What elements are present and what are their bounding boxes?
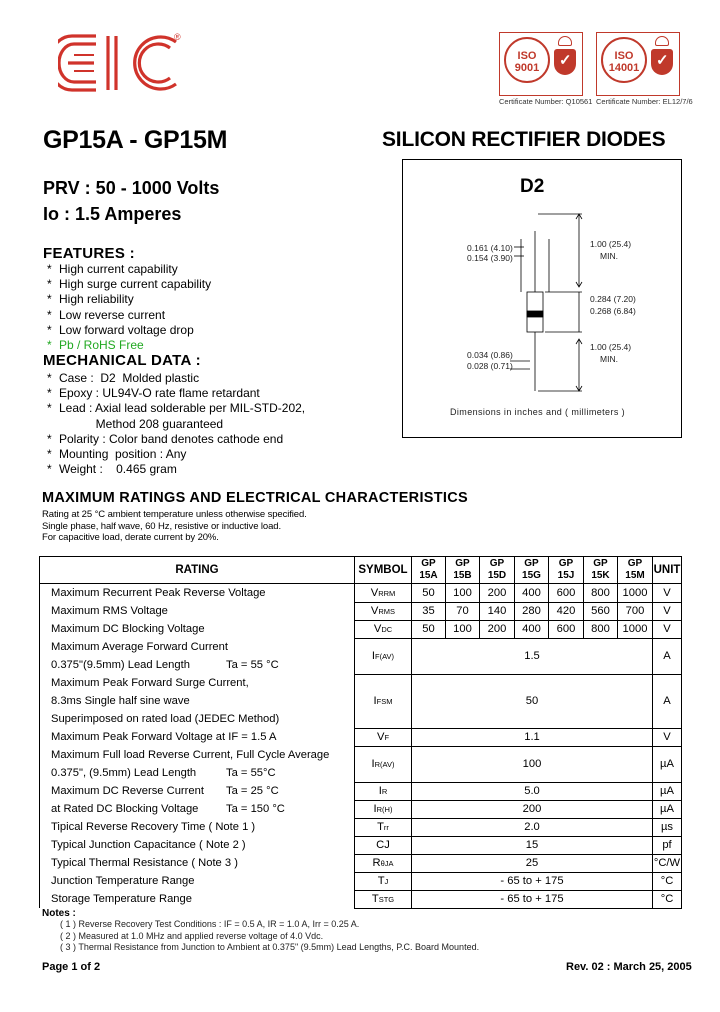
value-cell: 35: [412, 602, 446, 620]
dim-top-lead: 1.00 (25.4): [590, 239, 632, 249]
symbol-cell: VRRM: [355, 584, 412, 603]
symbol-cell: IF(AV): [355, 638, 412, 674]
package-name: D2: [520, 176, 545, 197]
unit-cell: V: [653, 584, 682, 603]
value-cell: 200: [480, 584, 515, 603]
value-cell: 100: [446, 620, 480, 638]
dim-body-max: 0.284 (7.20): [590, 294, 636, 304]
dim-top-lead-min: MIN.: [600, 251, 618, 261]
unit-cell: V: [653, 602, 682, 620]
value-cell: 600: [549, 584, 584, 603]
ratings-notes: [42, 509, 307, 544]
col-part: GP 15J: [549, 557, 584, 584]
crown-icon: [655, 36, 669, 46]
value-cell: 2.0: [412, 818, 653, 836]
dimensions-note: Dimensions in inches and ( millimeters ): [450, 407, 626, 417]
value-cell: - 65 to + 175: [412, 890, 653, 908]
table-row: [40, 818, 682, 836]
unit-cell: µA: [653, 746, 682, 782]
symbol-cell: VF: [355, 728, 412, 746]
unit-cell: A: [653, 674, 682, 728]
ratings-note: Rating at 25 °C ambient temperature unless otherwise specified.: [42, 509, 307, 520]
col-part: GP 15D: [480, 557, 515, 584]
ratings-heading: MAXIMUM RATINGS AND ELECTRICAL CHARACTERISTICS: [42, 490, 468, 506]
rating-label: at Rated DC Blocking Voltage Ta = 150 °C: [40, 800, 355, 818]
table-row: [40, 638, 682, 674]
value-cell: 800: [584, 620, 618, 638]
col-part: GP 15B: [446, 557, 480, 584]
check-shield-icon: [554, 49, 576, 75]
table-row: [40, 620, 682, 638]
dim-wire-min: 0.028 (0.71): [467, 361, 513, 371]
value-cell: 400: [515, 584, 549, 603]
ratings-note: Single phase, half wave, 60 Hz, resistive or inductive load.: [42, 520, 282, 532]
feature-item: * High current capability: [47, 262, 178, 276]
value-cell: 50: [412, 584, 446, 603]
value-cell: 1000: [618, 584, 653, 603]
table-row: [40, 746, 682, 782]
unit-cell: µs: [653, 818, 682, 836]
unit-cell: °C/W: [653, 854, 682, 872]
table-row: [40, 674, 682, 728]
cert2-number: Certificate Number: EL12/7/6: [596, 97, 693, 106]
value-cell: 50: [412, 674, 653, 728]
features-heading: FEATURES :: [43, 245, 135, 262]
dim-lead-dia-min: 0.154 (3.90): [467, 253, 513, 263]
col-rating: RATING: [40, 557, 355, 584]
part-number: GP15A - GP15M: [43, 126, 228, 154]
page-number: Page 1 of 2: [42, 961, 101, 973]
rating-label: Maximum Peak Forward Voltage at IF = 1.5 A: [40, 728, 355, 746]
unit-cell: pf: [653, 836, 682, 854]
value-cell: 400: [515, 620, 549, 638]
mechanical-item: * Case : D2 Molded plastic: [47, 371, 200, 385]
crown-icon: [558, 36, 572, 46]
unit-cell: V: [653, 620, 682, 638]
rating-label: Typical Thermal Resistance ( Note 3 ): [40, 854, 355, 872]
cathode-band: [527, 311, 543, 317]
value-cell: 70: [446, 602, 480, 620]
mechanical-item: * Polarity : Color band denotes cathode end: [47, 431, 284, 446]
table-row: [40, 728, 682, 746]
unit-cell: °C: [653, 872, 682, 890]
feature-item: * Pb / RoHS Free: [47, 338, 144, 353]
col-part: GP 15G: [515, 557, 549, 584]
table-row: [40, 800, 682, 818]
unit-cell: µA: [653, 800, 682, 818]
feature-item: * High surge current capability: [47, 277, 212, 292]
unit-cell: V: [653, 728, 682, 746]
symbol-cell: TSTG: [355, 890, 412, 908]
value-cell: 15: [412, 836, 653, 854]
value-cell: 420: [549, 602, 584, 620]
dim-bottom-lead-min: MIN.: [600, 354, 618, 364]
value-cell: 1.1: [412, 728, 653, 746]
feature-item: * Low reverse current: [47, 307, 166, 322]
eic-logo: [58, 28, 186, 98]
symbol-cell: IR(AV): [355, 746, 412, 782]
value-cell: 5.0: [412, 782, 653, 800]
feature-item: * High reliability: [47, 292, 134, 307]
symbol-cell: TJ: [355, 872, 412, 890]
unit-cell: °C: [653, 890, 682, 908]
symbol-cell: RθJA: [355, 854, 412, 872]
rating-label: Typical Junction Capacitance ( Note 2 ): [40, 836, 355, 854]
iso9001-badge: ISO 9001: [514, 50, 540, 74]
table-row: [40, 872, 682, 890]
value-cell: 200: [412, 800, 653, 818]
symbol-cell: Trr: [355, 818, 412, 836]
value-cell: 1.5: [412, 638, 653, 674]
value-cell: 100: [446, 584, 480, 603]
symbol-cell: IR(H): [355, 800, 412, 818]
col-part: GP 15M: [618, 557, 653, 584]
dim-bottom-lead: 1.00 (25.4): [590, 342, 632, 352]
features-list: [43, 262, 211, 353]
mechanical-item: * Mounting position : Any: [47, 447, 187, 462]
rating-label: Maximum DC Reverse Current Ta = 25 °C: [40, 782, 355, 800]
note-item: ( 2 ) Measured at 1.0 MHz and applied reverse voltage of 4.0 Vdc.: [60, 930, 324, 941]
rating-label: Maximum RMS Voltage: [40, 602, 355, 620]
prv-rating: PRV : 50 - 1000 Volts: [43, 178, 220, 198]
mechanical-list: [43, 371, 305, 477]
col-part: GP 15K: [584, 557, 618, 584]
rating-label: Maximum DC Blocking Voltage: [40, 620, 355, 638]
table-row: [40, 854, 682, 872]
mechanical-item: * Lead : Axial lead solderable per MIL-STD-202,: [47, 401, 306, 416]
value-cell: 600: [549, 620, 584, 638]
dim-wire-max: 0.034 (0.86): [467, 350, 513, 360]
check-shield-icon: [651, 49, 673, 75]
iso14001-badge: ISO 14001: [608, 50, 640, 74]
rating-label: Maximum Peak Forward Surge Current, 8.3ms Single half sine wave Superimposed on rated load (JEDEC Method): [40, 674, 355, 728]
ratings-table: [39, 556, 682, 909]
rating-label: Maximum Average Forward Current 0.375"(9.5mm) Lead Length Ta = 55 °C: [40, 638, 355, 674]
col-unit: UNIT: [653, 557, 682, 584]
rating-label: Junction Temperature Range: [40, 872, 355, 890]
table-row: [40, 782, 682, 800]
table-row: [40, 836, 682, 854]
rating-label: Tipical Reverse Recovery Time ( Note 1 ): [40, 818, 355, 836]
rating-label: Storage Temperature Range: [40, 890, 355, 908]
value-cell: 200: [480, 620, 515, 638]
value-cell: 560: [584, 602, 618, 620]
mechanical-item: * Epoxy : UL94V-O rate flame retardant: [47, 386, 260, 401]
rating-label: Maximum Recurrent Peak Reverse Voltage: [40, 584, 355, 603]
table-row: [40, 584, 682, 603]
note-item: ( 3 ) Thermal Resistance from Junction to Ambient at 0.375" (9.5mm) Lead Lengths, P.C. Board Mounted.: [60, 942, 480, 953]
notes-title: Notes :: [42, 908, 76, 919]
value-cell: 100: [412, 746, 653, 782]
iso9001-cert: [499, 32, 583, 96]
col-symbol: SYMBOL: [355, 557, 412, 584]
symbol-cell: IFSM: [355, 674, 412, 728]
mechanical-item: * Weight : 0.465 gram: [47, 462, 177, 477]
value-cell: 700: [618, 602, 653, 620]
symbol-cell: VRMS: [355, 602, 412, 620]
value-cell: 50: [412, 620, 446, 638]
document-title: SILICON RECTIFIER DIODES: [382, 128, 666, 151]
table-row: [40, 890, 682, 908]
registered-mark: ®: [174, 32, 181, 42]
dim-lead-dia-max: 0.161 (4.10): [467, 243, 513, 253]
cert1-number: Certificate Number: Q10561: [499, 97, 593, 106]
rating-label: Maximum Full load Reverse Current, Full Cycle Average 0.375", (9.5mm) Lead Length Ta = 55°C: [40, 746, 355, 782]
feature-item: * Low forward voltage drop: [47, 322, 194, 337]
dim-body-min: 0.268 (6.84): [590, 306, 636, 316]
io-rating: Io : 1.5 Amperes: [43, 204, 182, 224]
value-cell: 140: [480, 602, 515, 620]
symbol-cell: CJ: [355, 836, 412, 854]
iso14001-cert: [596, 32, 680, 96]
diode-drawing: [402, 159, 682, 438]
unit-cell: µA: [653, 782, 682, 800]
symbol-cell: VDC: [355, 620, 412, 638]
notes-section: [42, 908, 479, 954]
revision: Rev. 02 : March 25, 2005: [566, 961, 692, 973]
unit-cell: A: [653, 638, 682, 674]
ratings-note: For capacitive load, derate current by 20%.: [42, 532, 219, 543]
value-cell: 800: [584, 584, 618, 603]
value-cell: 25: [412, 854, 653, 872]
mechanical-item: Method 208 guaranteed: [59, 416, 224, 431]
value-cell: - 65 to + 175: [412, 872, 653, 890]
value-cell: 1000: [618, 620, 653, 638]
value-cell: 280: [515, 602, 549, 620]
table-row: [40, 602, 682, 620]
col-part: GP 15A: [412, 557, 446, 584]
symbol-cell: IR: [355, 782, 412, 800]
note-item: ( 1 ) Reverse Recovery Test Conditions : IF = 0.5 A, IR = 1.0 A, Irr = 0.25 A.: [60, 919, 360, 929]
mechanical-heading: MECHANICAL DATA :: [43, 352, 201, 369]
